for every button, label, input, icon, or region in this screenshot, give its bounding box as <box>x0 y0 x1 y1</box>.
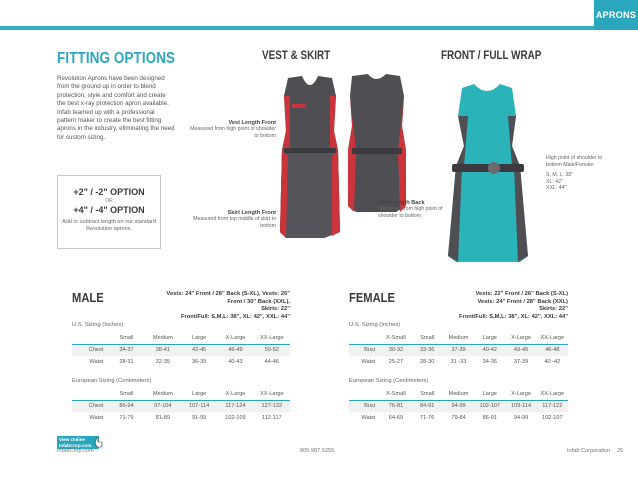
table-header-row <box>72 388 290 400</box>
male-us-sizing-table <box>72 332 290 368</box>
table-cell: 36-39 <box>191 359 207 365</box>
table-cell: 32-35 <box>155 359 170 365</box>
option-or: OR <box>105 198 113 204</box>
female-vest-note-line: Vests: 24" Front / 28" Back (XXL) <box>477 298 568 305</box>
table-header-cell <box>349 388 380 400</box>
table-cell: 94-99 <box>513 415 529 421</box>
table-header-cell: Small <box>412 388 443 400</box>
male-us-sizing-label: U.S. Sizing (Inches) <box>72 322 124 328</box>
skirt-front-callout-title: Skirt Length Front <box>227 210 276 216</box>
table-header-cell: Medium <box>443 388 474 400</box>
female-vest-note <box>430 291 568 321</box>
female-eu-sizing-label: European Sizing (Centimeters) <box>349 378 429 384</box>
table-header-cell: X-Large <box>217 388 253 400</box>
table-cell: 37-39 <box>513 359 529 365</box>
table-header-cell: Medium <box>443 332 474 344</box>
female-eu-sizing-table <box>349 388 568 424</box>
table-cell: 34-37 <box>108 344 144 356</box>
table-header-cell: X-Small <box>380 388 411 400</box>
male-vest-note-line: Front/Full: S,M,L: 38", XL: 42", XXL: 44" <box>180 313 290 320</box>
male-vest-note <box>150 291 290 321</box>
table-cell: 97-104 <box>145 400 181 412</box>
table-row <box>72 356 290 368</box>
table-cell: 112-117 <box>261 415 282 421</box>
table-header-cell: X-Small <box>380 332 411 344</box>
table-row-label: Chest <box>72 400 108 412</box>
male-title: MALE <box>72 290 104 305</box>
table-cell: 107-114 <box>181 400 217 412</box>
wrap-size-sml: S, M, L: 38" <box>546 172 573 179</box>
table-header-cell: X-Large <box>505 332 536 344</box>
front-wrap-title: FRONT / FULL WRAP <box>441 50 542 62</box>
vest-back-image <box>348 74 406 212</box>
vest-skirt-front-image <box>280 76 340 238</box>
table-cell: 40 -42 <box>544 359 561 365</box>
table-cell: 71-79 <box>119 415 134 421</box>
male-eu-sizing-label: European Sizing (Centimeters) <box>72 378 152 384</box>
apron-illustrations <box>276 66 546 266</box>
table-row-label: Bust <box>349 344 380 356</box>
table-row <box>349 412 568 424</box>
table-row <box>349 344 568 356</box>
table-cell: 31 -33 <box>450 359 467 365</box>
table-row <box>72 412 290 424</box>
table-cell: 79-84 <box>451 415 466 421</box>
table-cell: 25-27 <box>388 359 404 365</box>
vest-back-callout-title: Vest Length Back <box>378 200 425 206</box>
table-cell: 102-109 <box>225 415 246 421</box>
vest-back-callout <box>378 200 448 219</box>
vest-skirt-title: VEST & SKIRT <box>262 50 331 62</box>
table-header-row <box>349 388 568 400</box>
table-header-row <box>72 332 290 344</box>
fitting-options-title: FITTING OPTIONS <box>57 50 176 67</box>
table-cell: 64-69 <box>388 415 404 421</box>
view-online-label: View Online <box>59 437 85 442</box>
table-header-cell: Medium <box>145 388 181 400</box>
male-vest-note-line: Vests: 24" Front / 28" Back (S-XL), Vests: 26" <box>166 291 290 297</box>
header-band <box>0 0 638 30</box>
table-cell: 81-89 <box>155 415 170 421</box>
table-row <box>72 344 290 356</box>
wrap-size-list <box>546 172 608 192</box>
table-cell: 28-30 <box>420 359 435 365</box>
wrap-shoulder-text: High point of shoulder to bottom Male/Female: <box>546 155 603 168</box>
table-cell: 91-99 <box>191 415 207 421</box>
table-cell: 42-45 <box>181 344 217 356</box>
table-cell: 117-122 <box>537 400 568 412</box>
table-header-cell: Large <box>181 388 217 400</box>
female-vest-note-line: Skirts: 22" <box>539 306 568 313</box>
table-cell: 127-132 <box>254 400 290 412</box>
table-header-cell: X-Large <box>505 388 536 400</box>
table-row <box>349 356 568 368</box>
full-wrap-image <box>448 84 528 262</box>
table-cell: 117-124 <box>217 400 253 412</box>
vest-front-callout-title: Vest Length Front <box>228 120 276 126</box>
length-option-box <box>57 175 161 249</box>
table-row-label: Waist <box>361 415 376 421</box>
table-cell: 50-52 <box>254 344 290 356</box>
table-cell: 34-36 <box>482 359 497 365</box>
male-eu-sizing-table <box>72 388 290 424</box>
table-header-cell: XX-Large <box>537 388 568 400</box>
table-header-cell <box>72 332 108 344</box>
table-header-cell: Medium <box>145 332 181 344</box>
fitting-intro-text: Revolution Aprons have been designed from the ground up in order to blend protection, style and comfort and create the best x-ray protection apron available. Infab teamed up with a professional pattern maker to create the best fitting aprons in the industry, eliminating the need for custom sizing. <box>57 75 175 141</box>
table-row-label: Waist <box>89 415 104 421</box>
female-title: FEMALE <box>349 290 395 305</box>
female-vest-note-line: Vests: 22" Front / 26" Back (S-XL) <box>475 291 568 297</box>
table-cell: 44-46 <box>264 359 279 365</box>
table-header-cell: Small <box>108 332 144 344</box>
table-row-label: Chest <box>72 344 108 356</box>
vest-back-callout-text: Measured from high point of shoulder to bottom. <box>378 206 443 219</box>
table-cell: 28-31 <box>119 359 134 365</box>
table-cell: 40-42 <box>474 344 505 356</box>
male-vest-note-line: Skirts: 22" <box>261 306 290 313</box>
table-row-label: Bust <box>349 400 380 412</box>
table-row <box>72 400 290 412</box>
female-us-sizing-label: U.S. Sizing (Inches) <box>349 322 401 328</box>
table-cell: 40-43 <box>228 359 243 365</box>
table-cell: 43-45 <box>505 344 536 356</box>
table-header-cell: Small <box>108 388 144 400</box>
table-cell: 46-49 <box>217 344 253 356</box>
footer-website[interactable]: InfabCorp.com <box>57 448 94 454</box>
footer-company: Infab Corporation <box>567 448 611 454</box>
table-header-cell: Large <box>474 332 505 344</box>
table-header-row <box>349 332 568 344</box>
table-cell: 86-91 <box>482 415 497 421</box>
table-cell: 38-41 <box>145 344 181 356</box>
table-header-cell <box>349 332 380 344</box>
skirt-front-callout-text: Measured from top middle of skirt to bottom <box>193 216 276 229</box>
table-cell: 102-107 <box>542 415 563 421</box>
female-vest-note-line: Front/Full: S,M,L: 38", XL: 42", XXL: 44" <box>458 313 568 320</box>
page-number: 25 <box>617 448 624 454</box>
table-cell: 94-99 <box>443 400 474 412</box>
table-header-cell: Large <box>181 332 217 344</box>
option-plus4: +4" / -4" OPTION <box>73 205 145 215</box>
table-cell: 46-48 <box>537 344 568 356</box>
table-cell: 84-91 <box>412 400 443 412</box>
table-cell: 102-107 <box>474 400 505 412</box>
table-cell: 76-81 <box>380 400 411 412</box>
wrap-size-xl: XL: 42" <box>546 178 563 185</box>
table-cell: 109-114 <box>505 400 536 412</box>
option-plus2: +2" / -2" OPTION <box>73 187 145 197</box>
male-vest-note-line: Front / 30" Back (XXL), <box>227 298 290 305</box>
table-row-label: Waist <box>361 359 376 365</box>
table-row-label: Waist <box>89 359 104 365</box>
table-header-cell: XX-Large <box>254 388 290 400</box>
footer-phone: 805.987.5255 <box>300 448 335 454</box>
table-header-cell: XX-Large <box>254 332 290 344</box>
vest-front-callout-text: Measured from high point of shoulder to bottom <box>190 126 276 139</box>
view-online-url: InfabCorp.com <box>59 442 92 448</box>
table-cell: 71-76 <box>420 415 435 421</box>
table-cell: 30-32 <box>380 344 411 356</box>
table-header-cell: Large <box>474 388 505 400</box>
vest-front-callout <box>186 120 276 139</box>
female-us-sizing-table <box>349 332 568 368</box>
cursor-hand-icon <box>94 436 104 448</box>
table-header-cell <box>72 388 108 400</box>
table-header-cell: Small <box>412 332 443 344</box>
wrap-size-xxl: XXL: 44" <box>546 185 567 192</box>
table-cell: 33-36 <box>412 344 443 356</box>
table-cell: 86-94 <box>108 400 144 412</box>
table-row <box>349 400 568 412</box>
option-note: Add or subtract length on our standard Revolution aprons. <box>62 219 156 232</box>
table-cell: 37-39 <box>443 344 474 356</box>
table-header-cell: XX-Large <box>537 332 568 344</box>
table-header-cell: X-Large <box>217 332 253 344</box>
wrap-callout <box>546 155 608 192</box>
skirt-front-callout <box>186 210 276 229</box>
section-tab: APRONS <box>594 0 638 30</box>
